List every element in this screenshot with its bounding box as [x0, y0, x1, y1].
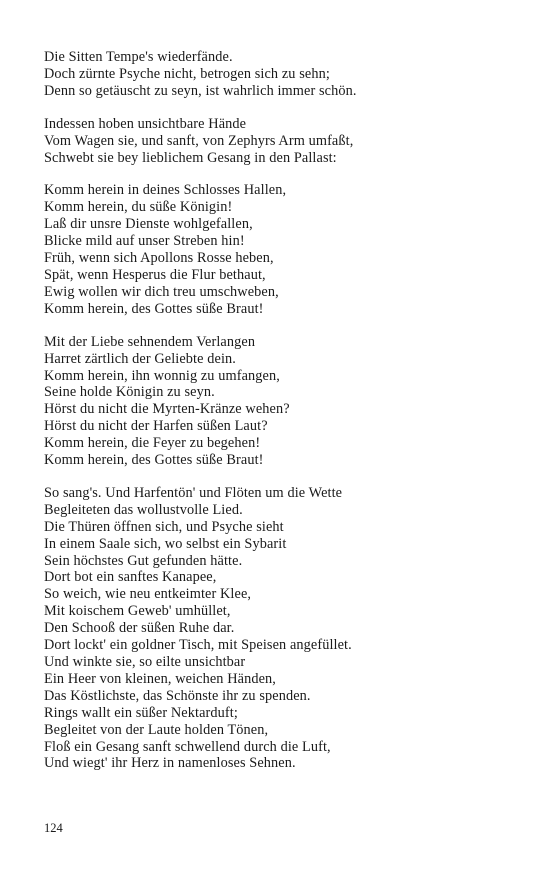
verse-line: Harret zärtlich der Geliebte dein.: [44, 350, 236, 367]
verse-line: Und wiegt' ihr Herz in namenloses Sehnen.: [44, 755, 296, 772]
verse-line: Begleitet von der Laute holden Tönen,: [44, 721, 269, 738]
verse-line: Indessen hoben unsichtbare Hände: [44, 115, 247, 132]
verse-line: Sein höchstes Gut gefunden hätte.: [44, 552, 243, 569]
stanza: [44, 116, 514, 167]
verse-line: Spät, wenn Hesperus die Flur bethaut,: [44, 266, 266, 283]
verse-line: Vom Wagen sie, und sanft, von Zephyrs Arm umfaßt,: [44, 132, 354, 149]
verse-line: Blicke mild auf unser Streben hin!: [44, 233, 245, 250]
verse-line: Den Schooß der süßen Ruhe dar.: [44, 620, 235, 637]
verse-line: Komm herein, die Feyer zu begehen!: [44, 435, 261, 452]
stanza: [44, 334, 514, 469]
verse-line: Komm herein, des Gottes süße Braut!: [44, 300, 264, 317]
verse-line: Ein Heer von kleinen, weichen Händen,: [44, 670, 276, 687]
stanza: [44, 485, 514, 772]
verse-line: Komm herein, des Gottes süße Braut!: [44, 452, 264, 469]
verse-line: Dort bot ein sanftes Kanapee,: [44, 569, 217, 586]
verse-line: Dort lockt' ein goldner Tisch, mit Speisen angefüllet.: [44, 637, 352, 654]
stanza: [44, 182, 514, 317]
verse-line: Rings wallt ein süßer Nektarduft;: [44, 704, 238, 721]
verse-line: Komm herein, ihn wonnig zu umfangen,: [44, 367, 280, 384]
verse-line: Komm herein in deines Schlosses Hallen,: [44, 182, 287, 199]
verse-line: So weich, wie neu entkeimter Klee,: [44, 586, 252, 603]
verse-line: Früh, wenn sich Apollons Rosse heben,: [44, 250, 274, 267]
verse-line: Denn so getäuscht zu seyn, ist wahrlich immer schön.: [44, 82, 357, 99]
verse-line: Seine holde Königin zu seyn.: [44, 384, 215, 401]
stanza: [44, 49, 514, 100]
verse-line: Hörst du nicht die Myrten-Kränze wehen?: [44, 401, 290, 418]
verse-line: Und winkte sie, so eilte unsichtbar: [44, 654, 246, 670]
verse-line: Mit der Liebe sehnendem Verlangen: [44, 333, 256, 350]
verse-line: Laß dir unsre Dienste wohlgefallen,: [44, 216, 253, 233]
verse-line: Floß ein Gesang sanft schwellend durch die Luft,: [44, 738, 331, 755]
page-number: 124: [44, 821, 63, 835]
verse-line: Doch zürnte Psyche nicht, betrogen sich zu sehn;: [44, 65, 330, 82]
verse-line: So sang's. Und Harfentön' und Flöten um die Wette: [44, 484, 343, 501]
verse-line: Ewig wollen wir dich treu umschweben,: [44, 283, 279, 300]
verse-line: Komm herein, du süße Königin!: [44, 199, 233, 216]
verse-line: Hörst du nicht der Harfen süßen Laut?: [44, 418, 268, 435]
verse-line: In einem Saale sich, wo selbst ein Sybarit: [44, 535, 287, 552]
verse-line: Die Sitten Tempe's wiederfände.: [44, 49, 233, 65]
poem-text: [44, 49, 514, 788]
verse-line: Die Thüren öffnen sich, und Psyche sieht: [44, 518, 284, 535]
verse-line: Das Köstlichste, das Schönste ihr zu spenden.: [44, 687, 311, 704]
verse-line: Mit koischem Geweb' umhüllet,: [44, 603, 231, 620]
verse-line: Begleiteten das wollustvolle Lied.: [44, 501, 243, 518]
verse-line: Schwebt sie bey lieblichem Gesang in den Pallast:: [44, 149, 337, 166]
